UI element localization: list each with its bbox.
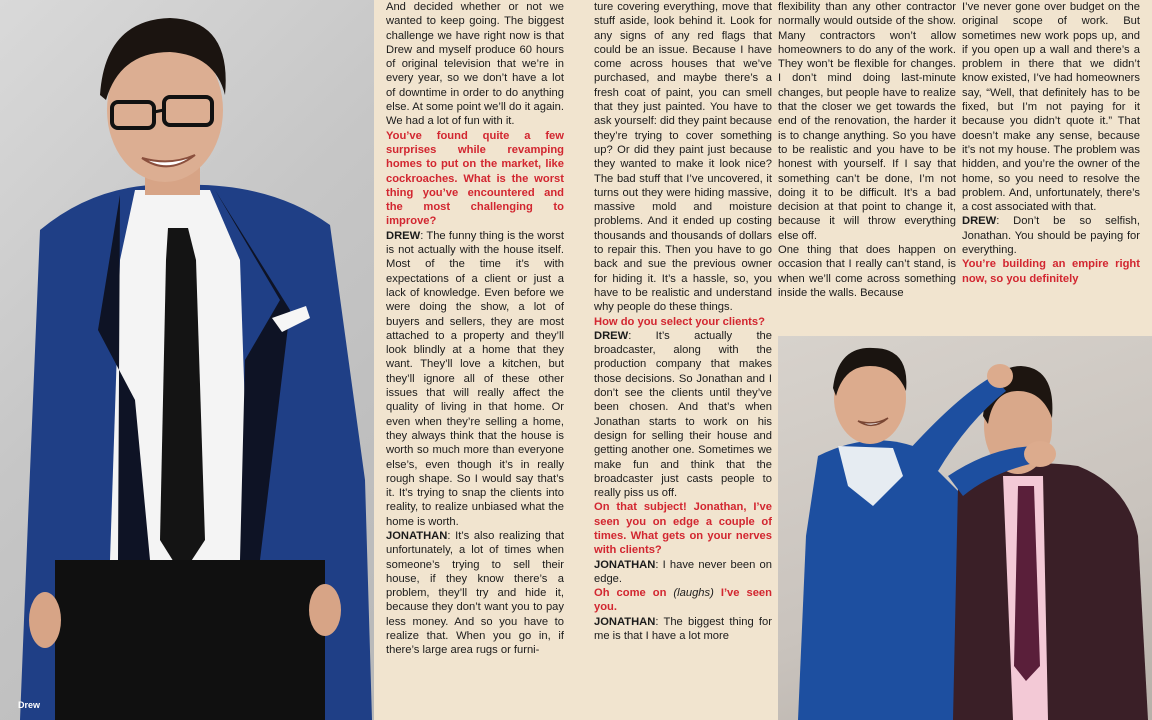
interview-answer bbox=[594, 615, 772, 644]
speaker-name: DREW bbox=[962, 215, 997, 228]
body-paragraph: I’ve never gone over budget on the original scope of work. But sometimes new work pops up, and if you open up a wall and there’s a problem in there that we didn’t know existed, I’ve had homeowners say, “Well, that definitely has to be fixed, but I’m not paying for it because you didn’t quote it.” That doesn’t make any sense, because it’s not my house. The problem was hidden, and you’re the owner of the home, so you need to resolve the problem. And, unfortunately, there’s a cost associated with that. bbox=[962, 1, 1140, 214]
interview-answer bbox=[386, 229, 564, 529]
answer-text: : I have never been on edge. bbox=[594, 558, 772, 585]
speaker-name: JONATHAN bbox=[594, 615, 656, 628]
interview-answer bbox=[594, 558, 772, 587]
photo-brothers bbox=[778, 336, 1152, 720]
question-text: I’ve seen you. bbox=[594, 587, 772, 614]
article-column-4 bbox=[962, 0, 1140, 336]
question-aside: (laughs) bbox=[673, 587, 714, 600]
article-column-1 bbox=[386, 0, 564, 720]
photo-brothers-illustration bbox=[778, 336, 1152, 720]
body-paragraph: flexibility than any other contractor normally would outside of the show. Many contractors won’t allow homeowners to do any of the work. They won’t be flexible for changes. I don’t mind doing last-minute changes, but people have to realize that the closer we get towards the end of the renovation, the harder it is to change anything. So you have to be realistic and you have to be honest with yourself. If I say that something can’t be done, I’m not doing it to be difficult. It’s a bad decision at that point to change it, because it will throw everything else off. bbox=[778, 1, 956, 242]
interview-question: On that subject! Jonathan, I’ve seen you on edge a couple of times. What gets on your nerves with clients? bbox=[594, 501, 772, 557]
answer-text: : It’s also realizing that unfortunately, a lot of times when someone’s trying to sell their house, if they know there’s a problem, they’ll try and hide it, because they don’t want you to pay less money. And so you have to realize that. When you go in, if there’s large area rugs or furni- bbox=[386, 529, 564, 657]
speaker-name: DREW bbox=[386, 229, 421, 242]
body-paragraph: One thing that does happen on occasion that I really can’t stand, is when we’ll come across something inside the walls. Because bbox=[778, 244, 956, 299]
photo-drew bbox=[0, 0, 374, 720]
interview-answer bbox=[594, 329, 772, 501]
interview-answer bbox=[962, 214, 1140, 257]
answer-text: : Don’t be so selfish, Jonathan. You should be paying for everything. bbox=[962, 215, 1140, 257]
article-column-2 bbox=[594, 0, 772, 720]
body-paragraph: And decided whether or not we wanted to keep going. The biggest challenge we have right now is that Drew and myself produce 60 hours of original television that we’re in every year, so we don’t have a lot of downtime in order to do anything else. At some point we’ll do it again. We had a lot of fun with it. bbox=[386, 1, 564, 128]
interview-question: How do you select your clients? bbox=[594, 315, 765, 328]
speaker-name: JONATHAN bbox=[594, 558, 656, 571]
speaker-name: DREW bbox=[594, 329, 629, 342]
interview-answer bbox=[386, 529, 564, 658]
interview-question: You’re building an empire right now, so you definitely bbox=[962, 258, 1140, 285]
interview-question bbox=[594, 586, 772, 615]
answer-text: : The funny thing is the worst is not actually with the house itself. Most of the time it’s with expectations of a client or just a lack of knowledge. Even before we were doing the show, a lot of buyers and sellers, they are most attached to a property and they’ll look blindly at a home that they want. They’ll love a kitchen, but they’ll ignore all of these other issues that will really affect the quality of living in that home. Or even when they’re selling a home, they always think that the house is worth so much more than everyone else’s, even though it’s in really rough shape. So I would say that’s it. It’s trying to snap the clients into reality, to realize unbiased what the home is worth. bbox=[386, 229, 564, 528]
article-column-3 bbox=[778, 0, 956, 336]
photo-caption: Drew bbox=[18, 700, 41, 710]
interview-question: You’ve found quite a few surprises while revamping homes to put on the market, like cockroaches. What is the worst thing you’ve encountered and the most challenging to improve? bbox=[386, 129, 564, 228]
answer-text: : The biggest thing for me is that I have a lot more bbox=[594, 615, 772, 643]
body-paragraph: ture covering everything, move that stuff aside, look behind it. Look for any signs of any red flags that could be an issue. Because I have come across houses that we’ve purchased, and maybe there’s a fresh coat of paint, you can smell that they just painted. You have to ask yourself: did they paint because they’re trying to cover something up? Or did they paint just because they wanted to make it look nice? The bad stuff that I’ve uncovered, it turns out they were hiding massive, massive mold and moisture problems. And it ended up costing thousands and thousands of dollars to repair this. Then you have to go back and sue the previous owner for hiding it. It’s a hassle, so, you have to be realistic and understand why people do these things. bbox=[594, 1, 772, 314]
speaker-name: JONATHAN bbox=[386, 529, 448, 542]
question-text: Oh come on bbox=[594, 587, 674, 600]
photo-drew-illustration bbox=[0, 0, 374, 720]
answer-text: : It’s actually the broadcaster, along with the production company that makes those decisions. So Jonathan and I don’t see the clients until they’ve been chosen. And that’s when Jonathan starts to work on his design for selling their house and getting another one. Sometimes we make fun and think that the broadcaster just casts people to really piss us off. bbox=[594, 329, 772, 500]
